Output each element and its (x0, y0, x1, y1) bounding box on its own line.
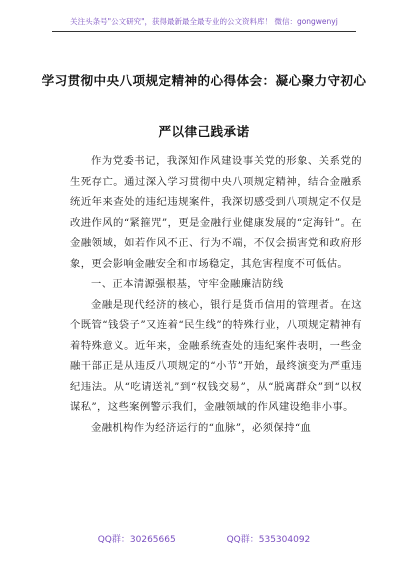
footer-qq-group-2: QQ群：535304092 (226, 535, 311, 545)
footer (0, 532, 408, 545)
body-paragraph: 金融是现代经济的核心，银行是货币信用的管理者。在这个既管“钱袋子”又连着“民生线”的特殊行业，八项规定精神有着特殊意义。近年来，金融系统查处的违纪案件表明，一些金融干部正是从违反八项规定的“小节”开始，最终演变为严重违纪违法。从“吃请送礼”到“权钱交易”，从“脱离群众”到“以权谋私”，这些案例警示我们，金融领域的作风建设绝非小事。 (70, 298, 362, 413)
body-paragraph: 金融机构作为经济运行的“血脉”，必须保持“血 (91, 421, 312, 434)
document-body (70, 151, 362, 438)
header-divider (52, 31, 356, 32)
header-note: 关注头条号"公文研究"，获得最新最全最专业的公文资料库！ 微信：gongwenyj (70, 17, 338, 26)
document-title-line-1: 学习贯彻中央八项规定精神的心得体会：凝心聚力守初心 (41, 73, 367, 88)
body-paragraph: 作为党委书记，我深知作风建设事关党的形象、关系党的生死存亡。通过深入学习贯彻中央八项规定精神，结合金融系统近年来查处的违纪违规案件，我深切感受到八项规定不仅是改进作风的“紧箍咒”，更是金融行业健康发展的“定海针”。在金融领域，如若作风不正、行为不端，不仅会损害党和政府形象，更会影响金融安全和市场稳定，其危害程度不可低估。 (70, 155, 362, 270)
document-title-line-2: 严以律己践承诺 (158, 124, 250, 139)
footer-qq-group-1: QQ群：30265665 (97, 535, 176, 545)
section-heading: 一、正本清源强根基，守牢金融廉洁防线 (91, 278, 284, 290)
